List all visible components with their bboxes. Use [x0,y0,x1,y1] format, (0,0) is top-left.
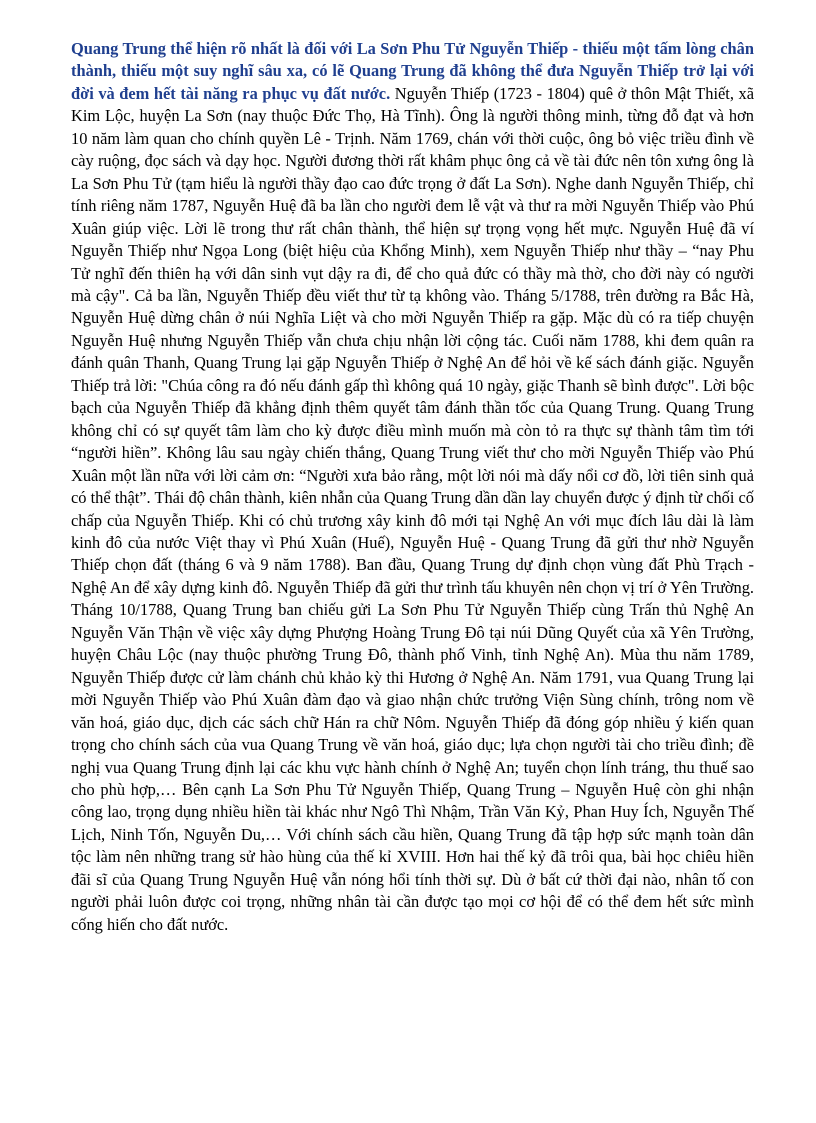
body-paragraph [71,38,754,936]
body-text: Nguyễn Thiếp (1723 - 1804) quê ở thôn Mật Thiết, xã Kim Lộc, huyện La Sơn (nay thuộc Đức Thọ, Hà Tĩnh). Ông là người thông minh, từng đỗ đạt và hơn 10 năm làm quan cho chính quyền Lê - Trịnh. Năm 1769, chán với thời cuộc, ông bỏ việc triều đình về cày ruộng, đọc sách và dạy học. Người đương thời rất khâm phục ông cả về tài đức nên tôn xưng ông là La Sơn Phu Tử (tạm hiểu là người thầy đạo cao đức trọng ở đất La Sơn). Nghe danh Nguyễn Thiếp, chỉ tính riêng năm 1787, Nguyễn Huệ đã ba lần cho người đem lễ vật và thư ra mời Nguyễn Thiếp vào Phú Xuân giúp việc. Lời lẽ trong thư rất chân thành, thể hiện sự trọng vọng hết mực. Nguyễn Huệ đã ví Nguyễn Thiếp như Ngọa Long (biệt hiệu của Khổng Minh), xem Nguyễn Thiếp như thầy – “nay Phu Tử nghĩ đến thiên hạ với dân sinh vụt dậy ra đi, để cho quả đức có thầy mà thờ, cho đời này có người mà cậy". Cả ba lần, Nguyễn Thiếp đều viết thư từ tạ không vào. Tháng 5/1788, trên đường ra Bắc Hà, Nguyễn Huệ dừng chân ở núi Nghĩa Liệt và cho mời Nguyễn Thiếp ra gặp. Mặc dù có ra tiếp chuyện Nguyễn Huệ nhưng Nguyễn Thiếp vẫn chưa chịu nhận lời cộng tác. Cuối năm 1788, khi đem quân ra đánh quân Thanh, Quang Trung lại gặp Nguyễn Thiếp ở Nghệ An để hỏi về kế sách đánh giặc. Nguyễn Thiếp trả lời: "Chúa công ra đó nếu đánh gấp thì không quá 10 ngày, giặc Thanh sẽ bình được". Lời bộc bạch của Nguyễn Thiếp đã khẳng định thêm quyết tâm đánh thần tốc của Quang Trung. Quang Trung không chỉ có sự quyết tâm làm cho kỳ được điều mình muốn mà còn tỏ ra thực sự thành tâm tìm tới “người hiền”. Không lâu sau ngày chiến thắng, Quang Trung viết thư cho mời Nguyễn Thiếp vào Phú Xuân một lần nữa với lời cảm ơn: “Người xưa bảo rằng, một lời nói mà dấy nổi cơ đồ, lời tiên sinh quả có thể thật”. Thái độ chân thành, kiên nhẫn của Quang Trung dần dần lay chuyển được ý định từ chối cố chấp của Nguyễn Thiếp. Khi có chủ trương xây kinh đô mới tại Nghệ An với mục đích lâu dài là làm kinh đô của nước Việt thay vì Phú Xuân (Huế), Nguyễn Huệ - Quang Trung đã gửi thư nhờ Nguyễn Thiếp chọn đất (tháng 6 và 9 năm 1788). Ban đầu, Quang Trung dự định chọn vùng đất Phù Trạch - Nghệ An để xây dựng kinh đô. Nguyễn Thiếp đã gửi thư trình tấu khuyên nên chọn vị trí ở Yên Trường. Tháng 10/1788, Quang Trung ban chiếu gửi La Sơn Phu Tử Nguyễn Thiếp cùng Trấn thủ Nghệ An Nguyễn Văn Thận về việc xây dựng Phượng Hoàng Trung Đô tại núi Dũng Quyết của xã Yên Trường, huyện Châu Lộc (nay thuộc phường Trung Đô, thành phố Vinh, tỉnh Nghệ An). Mùa thu năm 1789, Nguyễn Thiếp được cử làm chánh chủ khảo kỳ thi Hương ở Nghệ An. Năm 1791, vua Quang Trung lại mời Nguyễn Thiếp vào Phú Xuân đàm đạo và giao nhận chức trưởng Viện Sùng chính, trông nom về văn hoá, giáo dục, dịch các sách chữ Hán ra chữ Nôm. Nguyễn Thiếp đã đóng góp nhiều ý kiến quan trọng cho chính sách của vua Quang Trung về văn hoá, giáo dục; lựa chọn người tài cho triều đình; đề nghị vua Quang Trung định lại các khu vực hành chính ở Nghệ An; tuyển chọn lính tráng, thu thuế sao cho phù hợp,… Bên cạnh La Sơn Phu Tử Nguyễn Thiếp, Quang Trung – Nguyễn Huệ còn ghi nhận công lao, trọng dụng nhiều hiền tài khác như Ngô Thì Nhậm, Trần Văn Kỷ, Phan Huy Ích, Nguyễn Thế Lịch, Ninh Tốn, Nguyễn Du,… Với chính sách cầu hiền, Quang Trung đã tập hợp sức mạnh toàn dân tộc làm nên những trang sử hào hùng của thế kỉ XVIII. Hơn hai thế kỷ đã trôi qua, bài học chiêu hiền đãi sĩ của Quang Trung Nguyễn Huệ vẫn nóng hổi tính thời sự. Dù ở bất cứ thời đại nào, nhân tố con người phải luôn được coi trọng, những nhân tài cần được tạo mọi cơ hội để có thể đem hết sức mình cống hiến cho đất nước. [71,83,754,934]
document-page [71,38,754,936]
lead-sentence: Quang Trung thể hiện rõ nhất là đối với La Sơn Phu Tử Nguyễn Thiếp - thiếu một tấm lòng chân thành, thiếu một suy nghĩ sâu xa, có lẽ Quang Trung đã không thể đưa Nguyễn Thiếp trở lại với đời và đem hết tài năng ra phục vụ đất nước. [71,39,754,103]
